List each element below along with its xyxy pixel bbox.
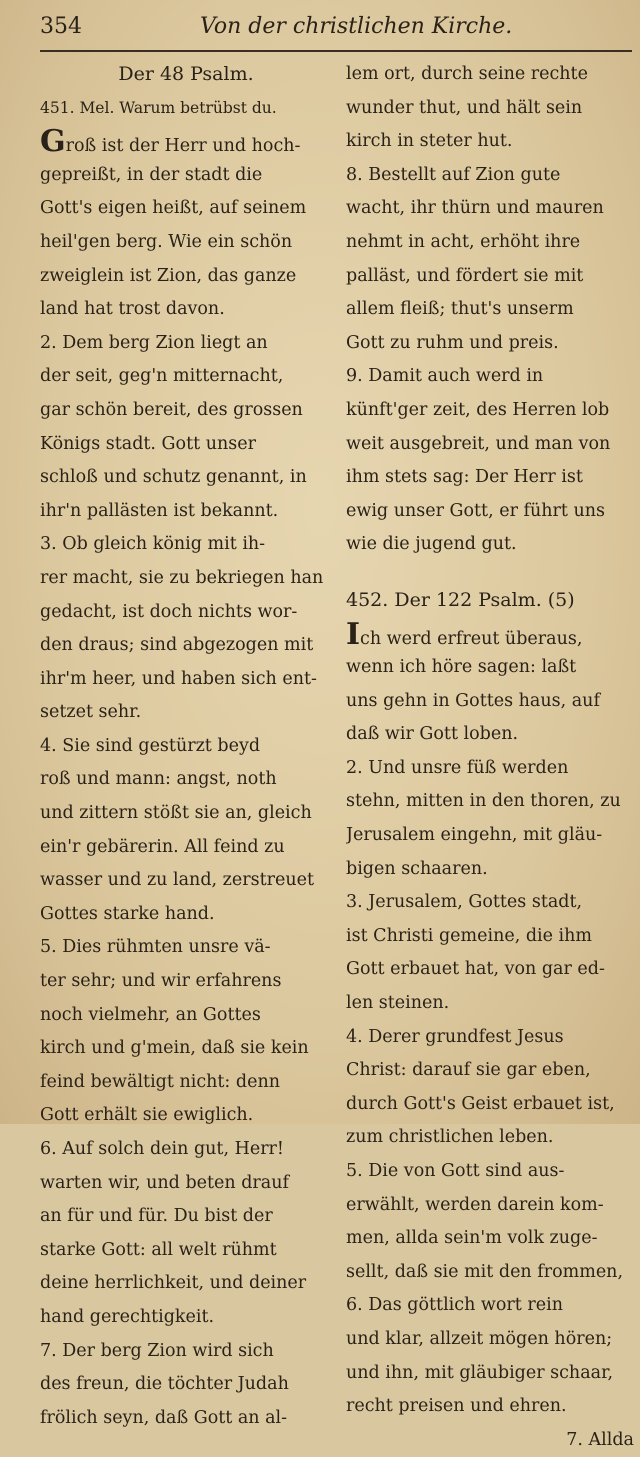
verse-line: wasser und zu land, zerstreuet (40, 870, 314, 891)
catchword: 7. Allda (566, 1429, 634, 1450)
verse-line: men, allda sein'm volk zuge- (346, 1228, 598, 1249)
verse-line: feind bewältigt nicht: denn (40, 1071, 280, 1092)
verse-line: durch Gott's Geist erbauet ist, (346, 1093, 615, 1114)
verse-line: 7. Der berg Zion wird sich (40, 1340, 274, 1361)
first-line-text: roß ist der Herr und hoch- (65, 136, 301, 157)
verse-line: deine herrlichkeit, und deiner (40, 1273, 307, 1294)
verse-line: stehn, mitten in den thoren, zu (346, 791, 621, 812)
verse-line: len steinen. (346, 993, 450, 1014)
verse-line: wacht, ihr thürn und mauren (346, 198, 604, 219)
verse-line: hand gerechtigkeit. (40, 1306, 215, 1327)
verse-line: ter sehr; und wir erfahrens (40, 971, 282, 992)
right-verse-lines-a (346, 58, 634, 562)
melody-line: 451. Mel. Warum betrübst du. (40, 98, 277, 117)
verse-line: palläst, und fördert sie mit (346, 265, 584, 286)
verse-line: 2. Dem berg Zion liegt an (40, 332, 268, 353)
psalm-heading: Der 48 Psalm. (118, 63, 254, 85)
verse-line: ihm stets sag: Der Herr ist (346, 467, 583, 488)
verse-line: ewig unser Gott, er führt uns (346, 500, 605, 521)
verse-line: kirch und g'mein, daß sie kein (40, 1038, 309, 1059)
verse-line: sellt, daß sie mit den frommen, (346, 1261, 624, 1282)
verse-line: des freun, die töchter Judah (40, 1374, 289, 1395)
hymn-gap (346, 562, 634, 584)
verse-line: den draus; sind abgezogen mit (40, 635, 314, 656)
verse-line: und zittern stößt sie an, gleich (40, 803, 312, 824)
verse-line: warten wir, und beten drauf (40, 1172, 289, 1193)
verse-line: zweiglein ist Zion, das ganze (40, 265, 297, 286)
verse-line: der seit, geg'n mitternacht, (40, 366, 284, 387)
drop-cap: G (40, 125, 66, 159)
verse-line: 9. Damit auch werd in (346, 366, 544, 387)
verse-line: 2. Und unsre füß werden (346, 757, 569, 778)
verse-line: starke Gott: all welt rühmt (40, 1239, 277, 1260)
header-rule (40, 50, 632, 52)
verse-line: kirch in steter hut. (346, 131, 513, 152)
hymn-first-line (40, 125, 332, 159)
first-line-text-2: ch werd erfreut überaus, (360, 628, 583, 649)
running-title: Von der christlichen Kirche. (200, 14, 513, 39)
verse-line: heil'gen berg. Wie ein schön (40, 231, 293, 252)
right-verse-lines-b (346, 651, 634, 1424)
verse-line: Gott zu ruhm und preis. (346, 332, 559, 353)
verse-line: bigen schaaren. (346, 858, 488, 879)
verse-line: Gott's eigen heißt, auf seinem (40, 198, 307, 219)
verse-line: Jerusalem eingehn, mit gläu- (346, 825, 603, 846)
verse-line: Gottes starke hand. (40, 903, 215, 924)
verse-line: zum christlichen leben. (346, 1127, 554, 1148)
verse-line: allem fleiß; thut's unserm (346, 299, 574, 320)
verse-line: Christ: darauf sie gar eben, (346, 1060, 591, 1081)
verse-line: lem ort, durch seine rechte (346, 64, 588, 84)
verse-line: 5. Die von Gott sind aus- (346, 1161, 565, 1181)
drop-cap-2: I (346, 617, 361, 652)
verse-line: gar schön bereit, des grossen (40, 399, 303, 420)
verse-line: uns gehn in Gottes haus, auf (346, 690, 600, 711)
verse-line: nehmt in acht, erhöht ihre (346, 231, 581, 252)
left-verse-lines (40, 159, 332, 1436)
verse-line: 6. Auf solch dein gut, Herr! (40, 1139, 284, 1159)
verse-line: land hat trost davon. (40, 299, 225, 320)
verse-line: Gott erhält sie ewiglich. (40, 1105, 254, 1126)
page-header (40, 14, 630, 48)
verse-line: noch vielmehr, an Gottes (40, 1004, 261, 1025)
right-column (346, 58, 634, 1457)
verse-line: 5. Dies rühmten unsre vä- (40, 937, 271, 958)
verse-line: an für und für. Du bist der (40, 1206, 273, 1227)
verse-line: setzet sehr. (40, 702, 142, 723)
verse-line: und klar, allzeit mögen hören; (346, 1328, 613, 1349)
verse-line: roß und mann: angst, noth (40, 769, 277, 790)
verse-line: künft'ger zeit, des Herren lob (346, 399, 610, 420)
verse-line: ist Christi gemeine, die ihm (346, 925, 593, 946)
verse-line: erwählt, werden darein kom- (346, 1194, 604, 1215)
verse-line: frölich seyn, daß Gott an al- (40, 1407, 288, 1428)
verse-line: 4. Sie sind gestürzt beyd (40, 735, 261, 756)
left-column (40, 58, 332, 1435)
verse-line: und ihn, mit gläubiger schaar, (346, 1362, 614, 1383)
verse-line: gedacht, ist doch nichts wor- (40, 601, 298, 622)
verse-line: ein'r gebärerin. All feind zu (40, 836, 285, 857)
verse-line: 3. Jerusalem, Gottes stadt, (346, 892, 583, 913)
verse-line: wenn ich höre sagen: laßt (346, 657, 577, 678)
verse-line: 8. Bestellt auf Zion gute (346, 164, 561, 185)
verse-line: ihr'n pallästen ist bekannt. (40, 500, 279, 521)
hymn-452-heading: 452. Der 122 Psalm. (5) (346, 588, 575, 611)
verse-line: 3. Ob gleich könig mit ih- (40, 534, 266, 555)
verse-line: schloß und schutz genannt, in (40, 467, 307, 488)
verse-line: ihr'm heer, und haben sich ent- (40, 668, 317, 689)
verse-line: rer macht, sie zu bekriegen han (40, 567, 324, 588)
verse-line: wie die jugend gut. (346, 534, 517, 555)
verse-line: 4. Derer grundfest Jesus (346, 1026, 564, 1047)
verse-line: gepreißt, in der stadt die (40, 164, 263, 185)
verse-line: weit ausgebreit, und man von (346, 433, 611, 454)
hymn-452-first-line (346, 618, 634, 652)
page-number: 354 (40, 14, 82, 39)
verse-line: daß wir Gott loben. (346, 724, 519, 745)
verse-line: Gott erbauet hat, von gar ed- (346, 959, 605, 980)
verse-line: 6. Das göttlich wort rein (346, 1295, 563, 1316)
verse-line: wunder thut, und hält sein (346, 97, 583, 118)
verse-line: Königs stadt. Gott unser (40, 433, 256, 454)
verse-line: recht preisen und ehren. (346, 1396, 567, 1417)
